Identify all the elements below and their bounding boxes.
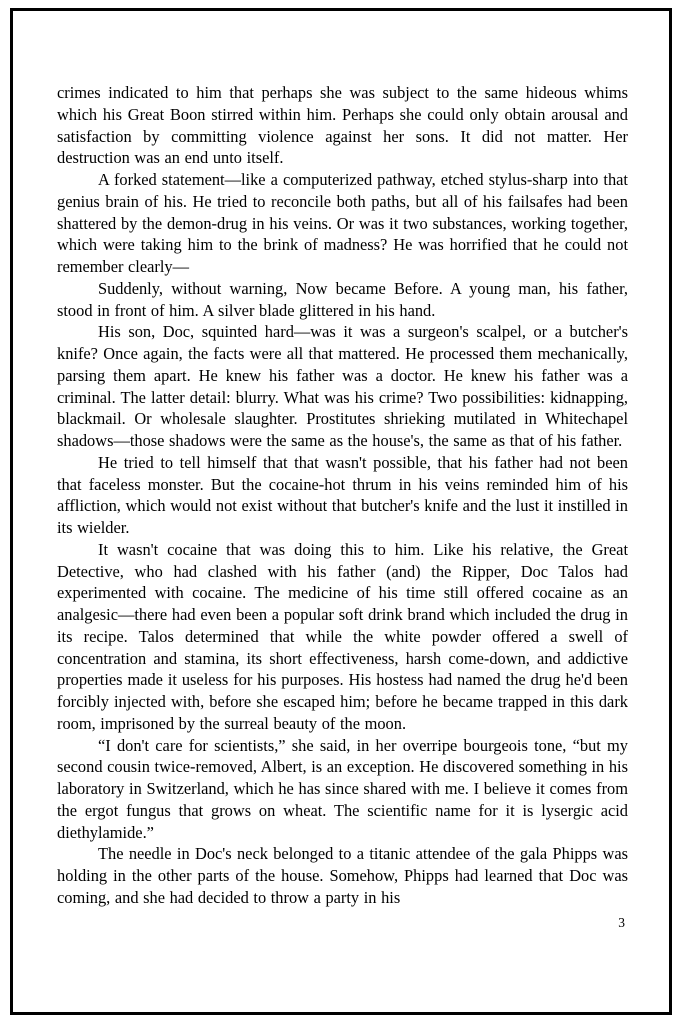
paragraph: “I don't care for scientists,” she said, in her overripe bourgeois tone, “but my second cousin twice-removed, Albert, is an exception. He discovered something in his laboratory in Switzerland, which he has since shared with me. I believe it comes from the ergot fungus that grows on wheat. The scientific name for it is lysergic acid diethylamide.” bbox=[57, 735, 628, 842]
page-number: 3 bbox=[618, 914, 625, 930]
paragraph: His son, Doc, squinted hard—was it was a surgeon's scalpel, or a butcher's knife? Once again, the facts were all that mattered. He processed them mechanically, parsing them apart. He knew his father was a doctor. He knew his father was a criminal. The latter detail: blurry. What was his crime? Two possibilities: kidnapping, blackmail. Or wholesale slaughter. Prostitutes shrieking mutilated in Whitechapel shadows—those shadows were the same as the house's, the same as that of his father. bbox=[57, 322, 628, 450]
paragraph: He tried to tell himself that that wasn't possible, that his father had not been that faceless monster. But the cocaine-hot thrum in his veins reminded him of his affliction, which would not exist without that butcher's knife and the lust it instilled in its wielder. bbox=[57, 452, 628, 537]
paragraph: A forked statement—like a computerized pathway, etched stylus-sharp into that genius brain of his. He tried to reconcile both paths, but all of his failsafes had been shattered by the demon-drug in his veins. Or was it two substances, working together, which were taking him to the brink of madness? He was horrified that he could not remember clearly— bbox=[57, 170, 628, 276]
page-text-block bbox=[57, 82, 628, 932]
paragraph: Suddenly, without warning, Now became Before. A young man, his father, stood in front of him. A silver blade glittered in his hand. bbox=[57, 278, 628, 320]
paragraph: It wasn't cocaine that was doing this to him. Like his relative, the Great Detective, who had clashed with his father (and) the Ripper, Doc Talos had experimented with cocaine. The medicine of his time still offered cocaine as an analgesic—there had even been a popular soft drink brand which included the drug in its recipe. Talos determined that while the white powder offered a swell of concentration and stamina, its short effectiveness, harsh come-down, and addictive properties made it useless for his purposes. His hostess had named the drug he'd been forcibly injected with, before she escaped him; before he became trapped in this dark room, imprisoned by the surreal beauty of the moon. bbox=[57, 539, 628, 733]
paragraph: crimes indicated to him that perhaps she was subject to the same hideous whims which his Great Boon stirred within him. Perhaps she could only obtain arousal and satisfaction by committing violence against her sons. It did not matter. Her destruction was an end unto itself. bbox=[57, 83, 628, 168]
page-border bbox=[10, 8, 672, 1015]
paragraph: The needle in Doc's neck belonged to a titanic attendee of the gala Phipps was holding in the other parts of the house. Somehow, Phipps had learned that Doc was coming, and she had decided to throw a party in his bbox=[57, 844, 628, 907]
